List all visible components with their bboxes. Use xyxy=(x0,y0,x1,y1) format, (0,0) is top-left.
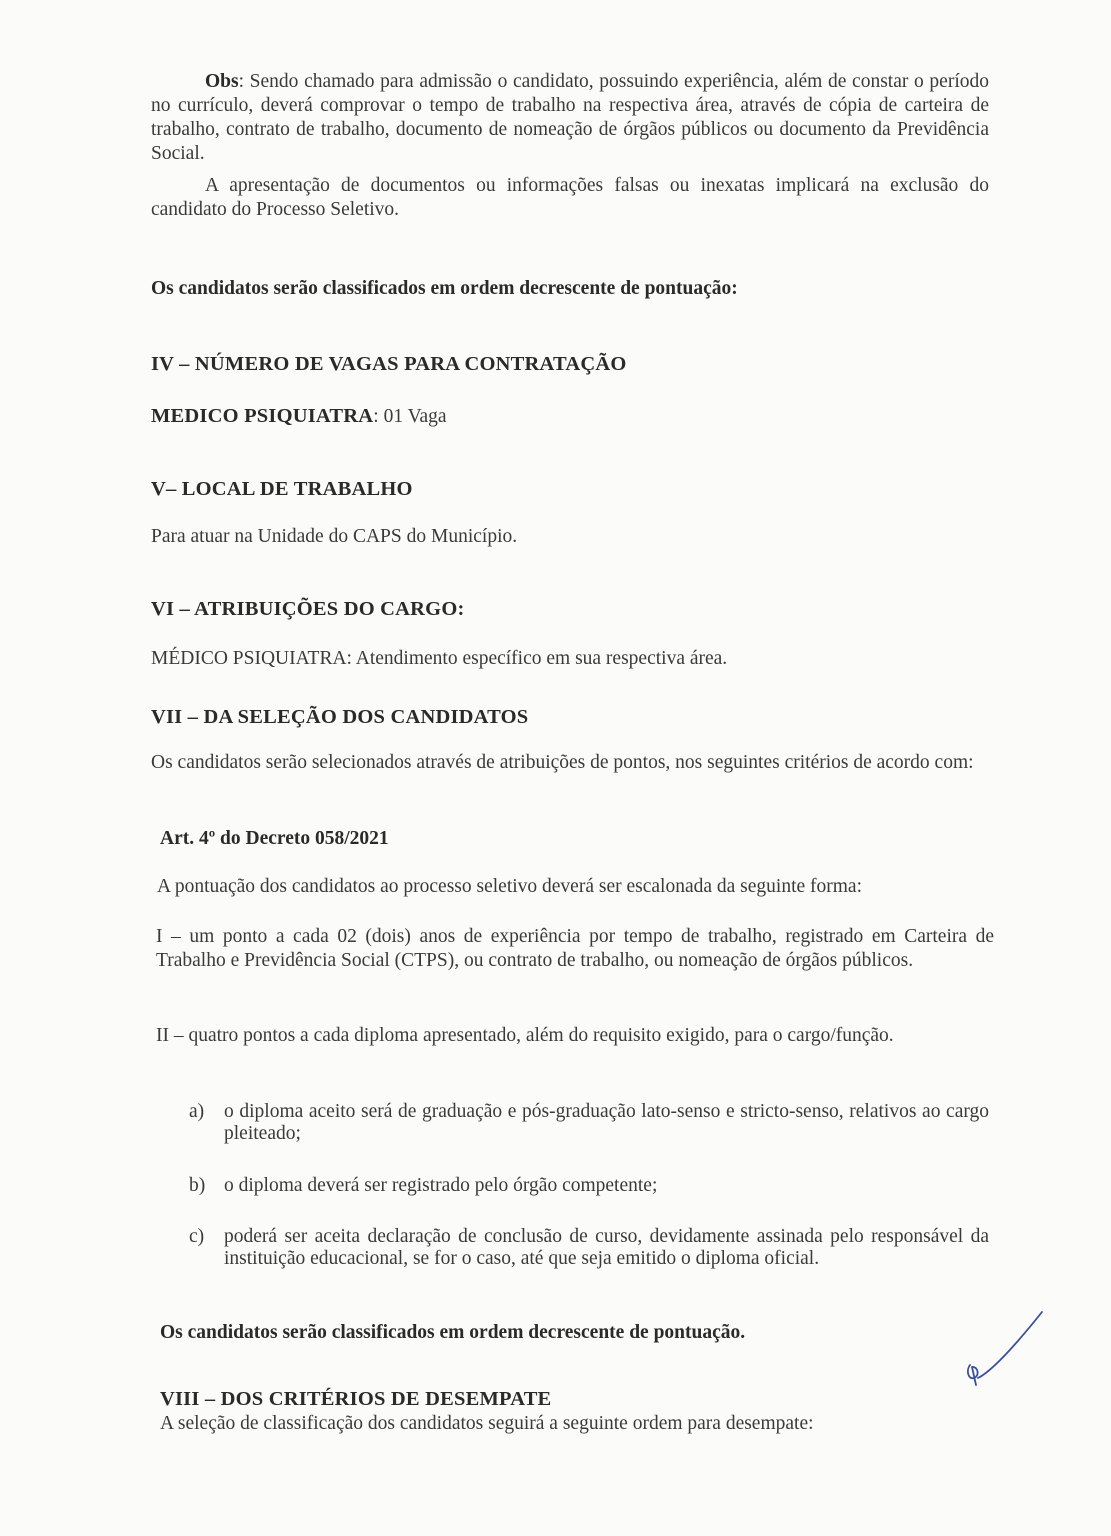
obs-text: : Sendo chamado para admissão o candidato, possuindo experiência, além de constar o período no currículo, deverá comprovar o tempo de trabalho na respectiva área, através de cópia de carteira de trabalho, contrato de trabalho, documento de nomeação de órgãos públicos ou documento da Previdência Social. xyxy=(151,71,989,164)
list-text-c: poderá ser aceita declaração de conclusão de curso, devidamente assinada pelo responsável da instituição educacional, se for o caso, até que seja emitido o diploma oficial. xyxy=(224,1226,989,1269)
section-viii-text: A seleção de classificação dos candidatos seguirá a seguinte ordem para desempate: xyxy=(160,1413,814,1434)
obs-paragraph xyxy=(151,70,989,166)
list-item-b xyxy=(189,1175,989,1197)
list-mark-c: c) xyxy=(189,1226,205,1247)
section-vi-title: VI – ATRIBUIÇÕES DO CARGO: xyxy=(151,598,465,620)
vagas-count: : 01 Vaga xyxy=(373,406,447,427)
item-ii-paragraph: II – quatro pontos a cada diploma apresentado, além do requisito exigido, para o cargo/função. xyxy=(156,1025,894,1046)
section-v-text: Para atuar na Unidade do CAPS do Município. xyxy=(151,526,518,547)
list-mark-a: a) xyxy=(189,1101,205,1122)
classificados-heading-2: Os candidatos serão classificados em ordem decrescente de pontuação. xyxy=(160,1322,746,1343)
falsas-paragraph: A apresentação de documentos ou informações falsas ou inexatas implicará na exclusão do candidato do Processo Seletivo. xyxy=(151,175,989,220)
item-i-paragraph: I – um ponto a cada 02 (dois) anos de experiência por tempo de trabalho, registrado em Carteira de Trabalho e Previdência Social (CTPS), ou contrato de trabalho, ou nomeação de órgãos públicos. xyxy=(156,926,994,971)
vagas-cargo: MEDICO PSIQUIATRA xyxy=(151,405,374,427)
list-item-c xyxy=(189,1226,989,1270)
list-mark-b: b) xyxy=(189,1175,206,1196)
classificados-heading-1: Os candidatos serão classificados em ordem decrescente de pontuação: xyxy=(151,278,738,299)
list-item-a xyxy=(189,1101,989,1145)
list-text-a: o diploma aceito será de graduação e pós-graduação lato-senso e stricto-senso, relativos ao cargo pleiteado; xyxy=(224,1101,989,1144)
section-vii-intro: Os candidatos serão selecionados através de atribuições de pontos, nos seguintes critérios de acordo com: xyxy=(151,752,974,773)
section-iv-title: IV – NÚMERO DE VAGAS PARA CONTRATAÇÃO xyxy=(151,353,627,375)
section-v-title: V– LOCAL DE TRABALHO xyxy=(151,478,413,500)
vagas-line xyxy=(151,404,989,429)
escalonada-paragraph: A pontuação dos candidatos ao processo seletivo deverá ser escalonada da seguinte forma: xyxy=(157,876,862,897)
art-reference: Art. 4º do Decreto 058/2021 xyxy=(160,828,389,849)
obs-label: Obs xyxy=(205,71,239,92)
section-vi-text: MÉDICO PSIQUIATRA: Atendimento específico em sua respectiva área. xyxy=(151,648,728,669)
section-viii-title: VIII – DOS CRITÉRIOS DE DESEMPATE xyxy=(160,1388,552,1410)
signature-mark xyxy=(960,1310,1050,1390)
list-text-b: o diploma deverá ser registrado pelo órgão competente; xyxy=(224,1175,658,1196)
section-vii-title: VII – DA SELEÇÃO DOS CANDIDATOS xyxy=(151,706,529,728)
